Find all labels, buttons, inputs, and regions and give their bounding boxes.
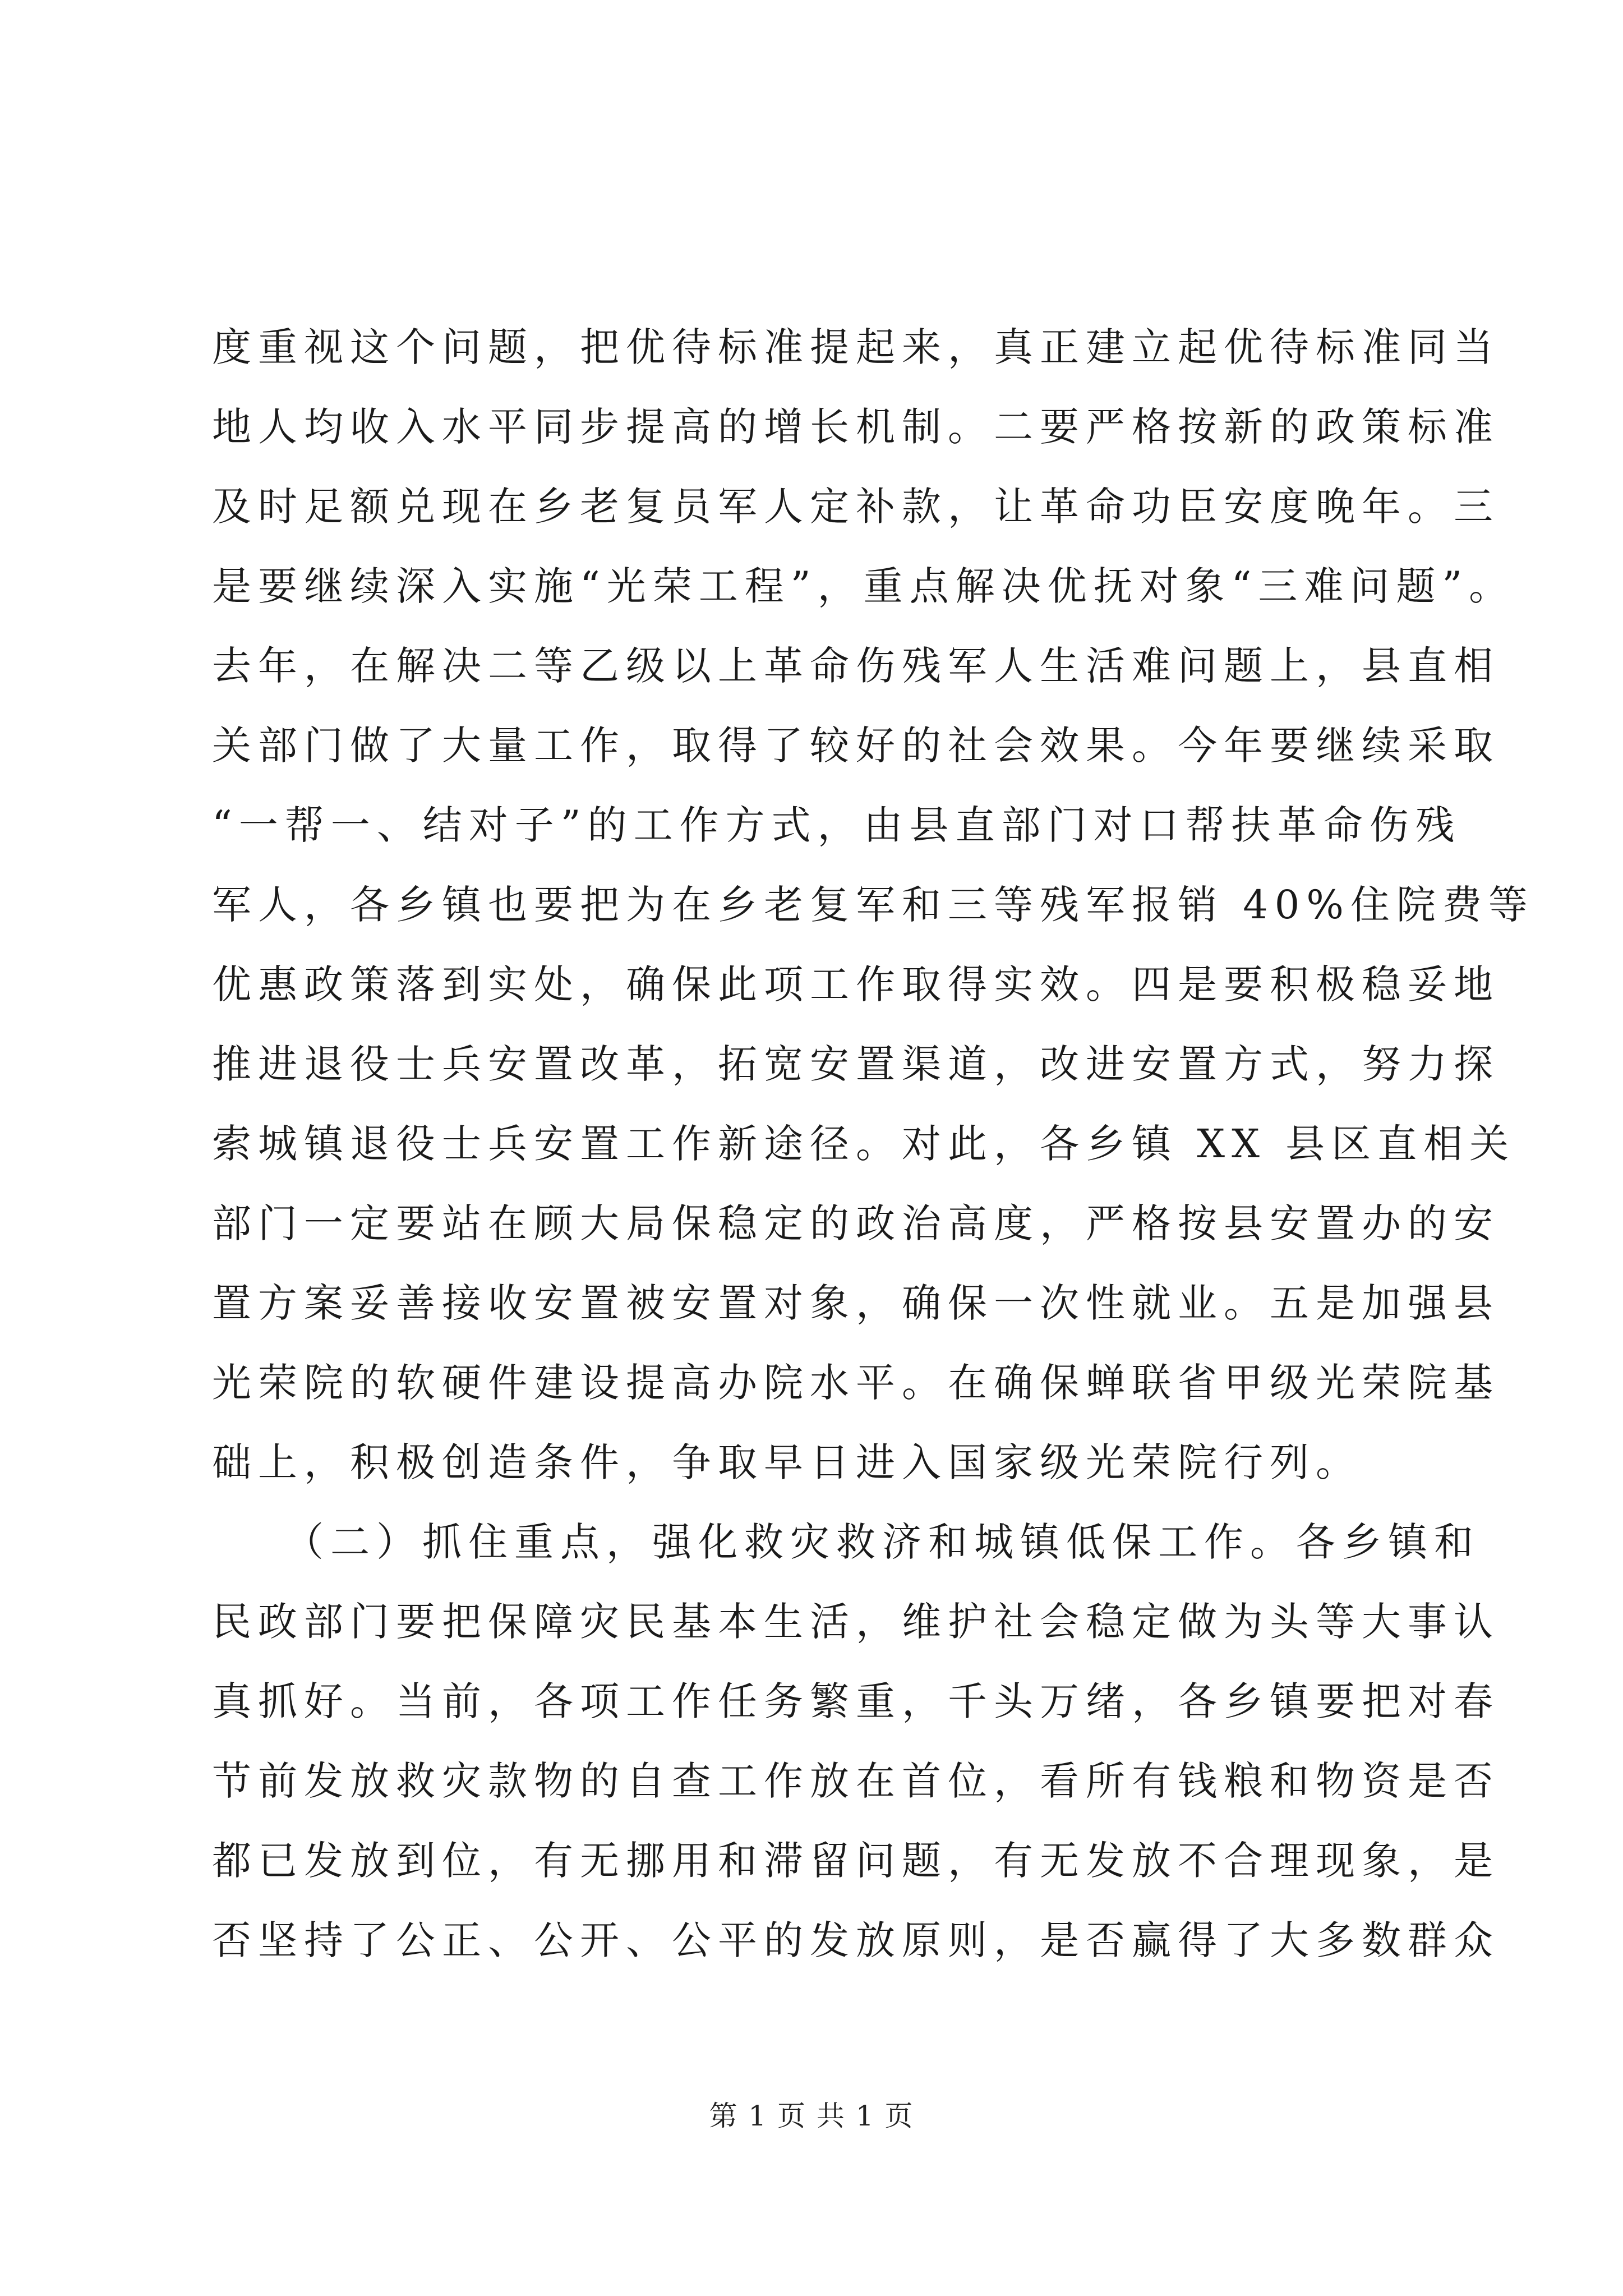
- text-line: 础上，积极创造条件，争取早日进入国家级光荣院行列。: [212, 1439, 1362, 1485]
- text-line: 部门一定要站在顾大局保稳定的政治高度，严格按县安置办的安: [212, 1200, 1500, 1246]
- text-line: “一帮一、结对子”的工作方式，由县直部门对口帮扶革命伤残: [212, 802, 1461, 848]
- text-line: 度重视这个问题，把优待标准提起来，真正建立起优待标准同当: [212, 324, 1500, 370]
- text-line: 优惠政策落到实处，确保此项工作取得实效。四是要积极稳妥地: [212, 961, 1500, 1007]
- text-line: 光荣院的软硬件建设提高办院水平。在确保蝉联省甲级光荣院基: [212, 1360, 1500, 1406]
- text-line: 置方案妥善接收安置被安置对象，确保一次性就业。五是加强县: [212, 1280, 1500, 1326]
- text-line: 节前发放救灾款物的自查工作放在首位，看所有钱粮和物资是否: [212, 1758, 1500, 1804]
- text-line: 真抓好。当前，各项工作任务繁重，千头万绪，各乡镇要把对春: [212, 1678, 1500, 1724]
- text-line: （二）抓住重点，强化救灾救济和城镇低保工作。各乡镇和: [212, 1519, 1480, 1565]
- text-line: 民政部门要把保障灾民基本生活，维护社会稳定做为头等大事认: [212, 1599, 1500, 1645]
- text-line: 关部门做了大量工作，取得了较好的社会效果。今年要继续采取: [212, 723, 1500, 769]
- text-line: 是要继续深入实施“光荣工程”，重点解决优抚对象“三难问题”。: [212, 563, 1515, 609]
- text-line: 去年，在解决二等乙级以上革命伤残军人生活难问题上，县直相: [212, 643, 1500, 689]
- text-line: 及时足额兑现在乡老复员军人定补款，让革命功臣安度晚年。三: [212, 484, 1500, 530]
- text-line: 推进退役士兵安置改革，拓宽安置渠道，改进安置方式，努力探: [212, 1041, 1500, 1087]
- text-line: 都已发放到位，有无挪用和滞留问题，有无发放不合理现象，是: [212, 1838, 1500, 1884]
- page-number-footer: 第 1 页 共 1 页: [709, 2100, 914, 2132]
- text-line: 军人，各乡镇也要把为在乡老复军和三等残军报销 40%住院费等: [212, 882, 1534, 928]
- text-line: 地人均收入水平同步提高的增长机制。二要严格按新的政策标准: [212, 404, 1500, 450]
- text-line: 索城镇退役士兵安置工作新途径。对此，各乡镇 XX 县区直相关: [212, 1121, 1516, 1167]
- body-text: [212, 307, 1534, 1980]
- text-line: 否坚持了公正、公开、公平的发放原则，是否赢得了大多数群众: [212, 1917, 1500, 1963]
